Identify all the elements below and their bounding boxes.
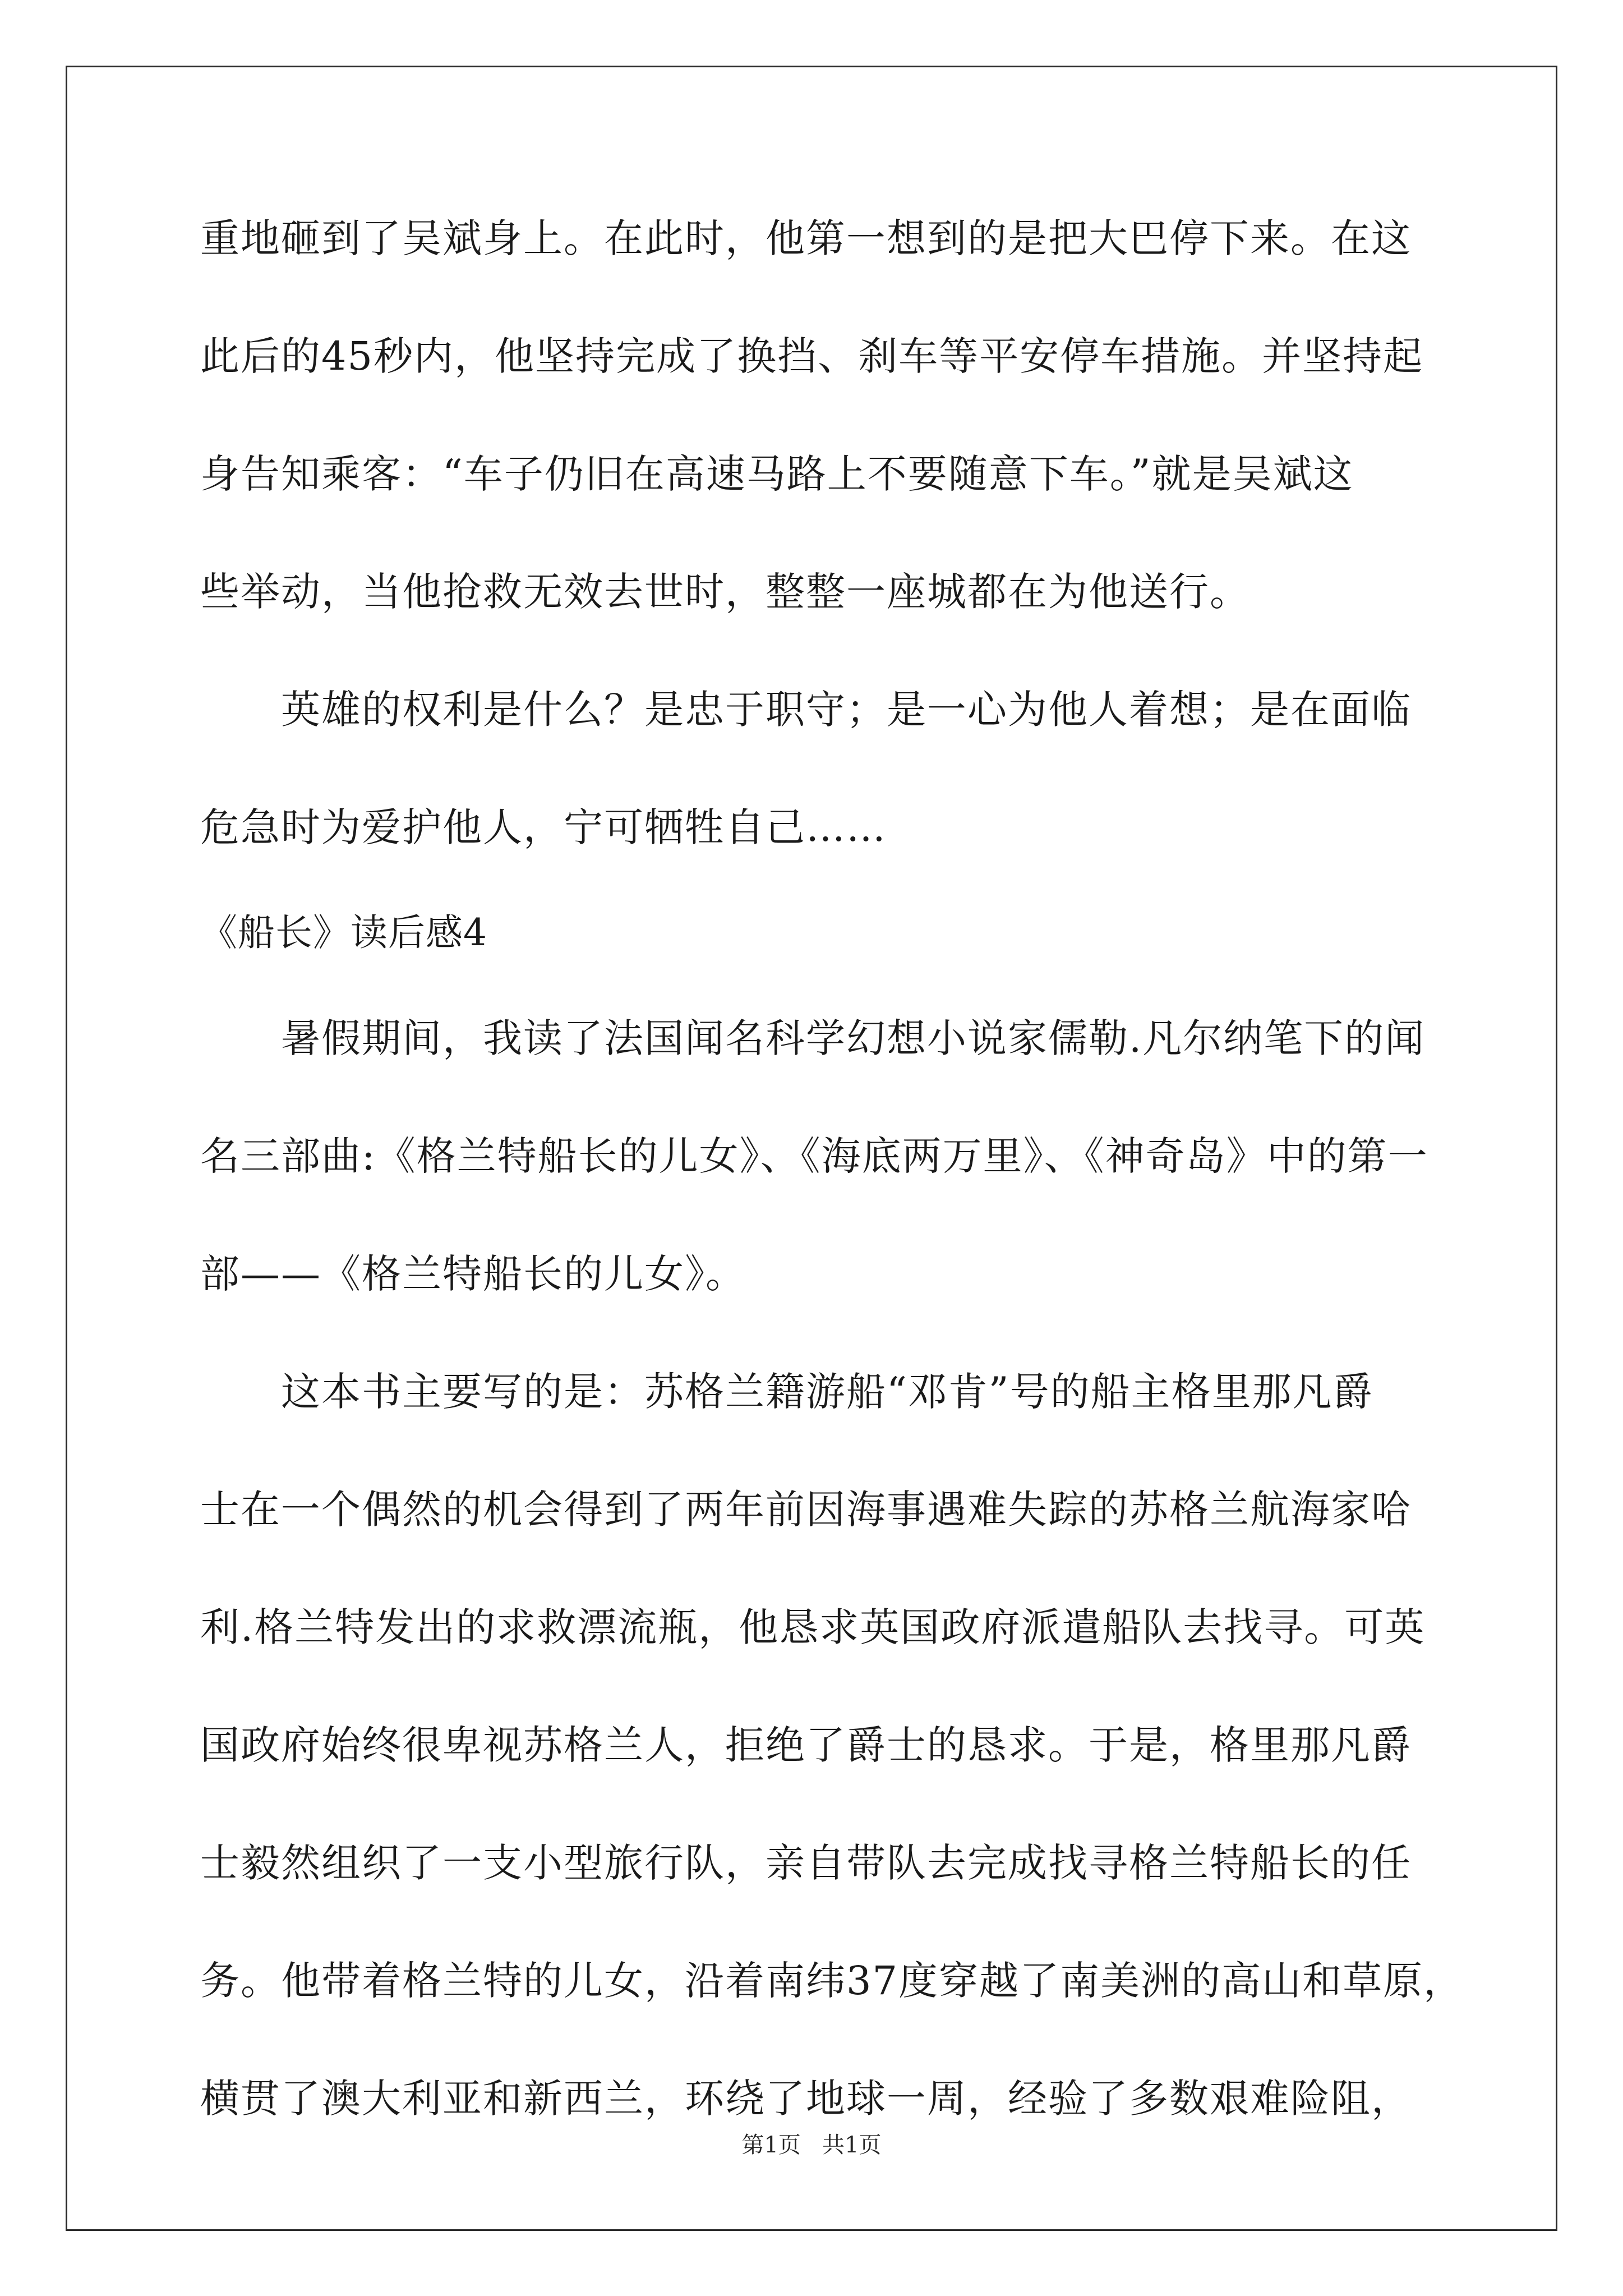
page-number-footer: 第1页 共1页: [741, 2132, 882, 2158]
paragraph-start-line: 英雄的权利是什么？是忠于职守；是一心为他人着想；是在面临: [281, 687, 1412, 733]
document-body: [200, 215, 1464, 2197]
text-line: 务。他带着格兰特的儿女，沿着南纬37度穿越了南美洲的高山和草原，: [200, 1958, 1464, 2004]
text-line: 士在一个偶然的机会得到了两年前因海事遇难失踪的苏格兰航海家哈: [200, 1487, 1412, 1533]
text-line: 国政府始终很卑视苏格兰人，拒绝了爵士的恳求。于是，格里那凡爵: [200, 1722, 1412, 1768]
paragraph-start-line: 这本书主要写的是：苏格兰籍游船“邓肯”号的船主格里那凡爵: [281, 1369, 1373, 1415]
text-line: 利.格兰特发出的求救漂流瓶，他恳求英国政府派遣船队去找寻。可英: [200, 1604, 1426, 1650]
text-line: 此后的45秒内，他坚持完成了换挡、刹车等平安停车措施。并坚持起: [200, 333, 1424, 379]
text-line: 名三部曲:《格兰特船长的儿女》、《海底两万里》、《神奇岛》中的第一: [200, 1133, 1428, 1179]
section-heading: 《船长》读后感4: [200, 911, 487, 954]
text-line: 横贯了澳大利亚和新西兰，环绕了地球一周，经验了多数艰难险阻，: [200, 2076, 1412, 2122]
text-line: 危急时为爱护他人，宁可牺牲自己……: [200, 804, 887, 850]
text-line: 部——《格兰特船长的儿女》。: [200, 1251, 746, 1297]
paragraph-start-line: 暑假期间，我读了法国闻名科学幻想小说家儒勒.凡尔纳笔下的闻: [281, 1015, 1426, 1061]
text-line: 身告知乘客：“车子仍旧在高速马路上不要随意下车。”就是吴斌这: [200, 451, 1354, 497]
text-line: 些举动，当他抢救无效去世时，整整一座城都在为他送行。: [200, 569, 1250, 615]
text-line: 士毅然组织了一支小型旅行队，亲自带队去完成找寻格兰特船长的任: [200, 1840, 1412, 1886]
text-line: 重地砸到了吴斌身上。在此时，他第一想到的是把大巴停下来。在这: [200, 215, 1412, 261]
